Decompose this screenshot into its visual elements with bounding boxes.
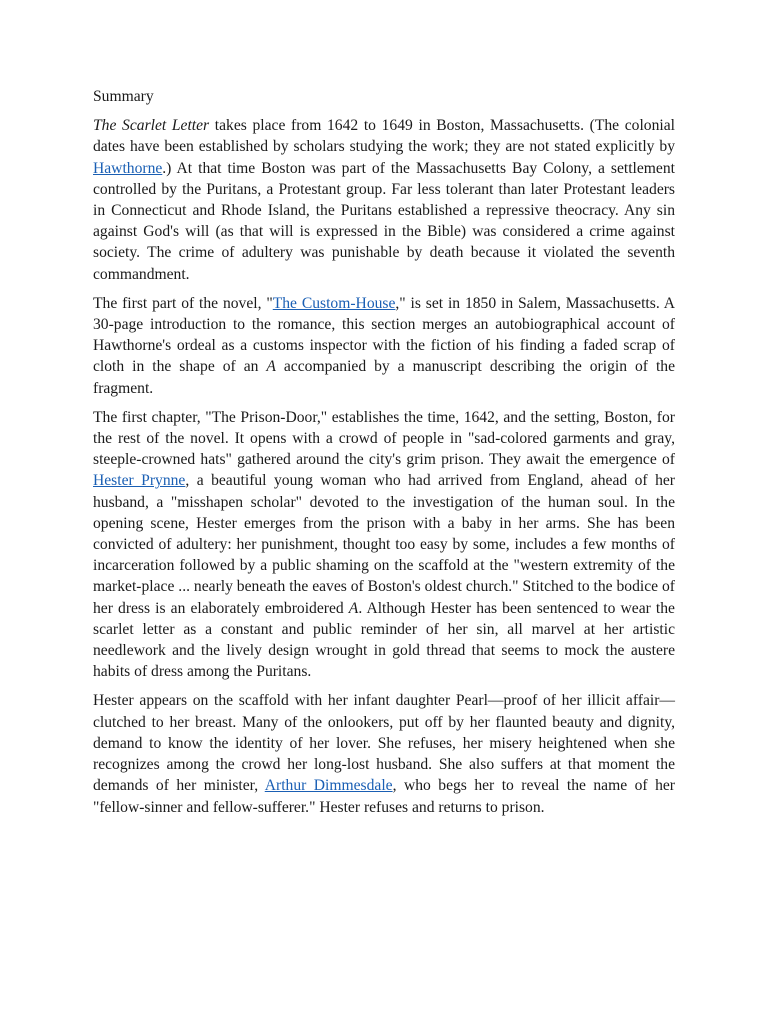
paragraph-text: .) At that time Boston was part of the Massachusetts Bay Colony, a settlement controlled by the Puritans, a Protestant group. Far less tolerant than later Protestant leaders in Connecticut and Rhode Island, the Puritans established a repressive theocracy. Any sin against God's will (as that will is expressed in the Bible) was considered a crime against society. The crime of adultery was punishable by death because it violated the seventh commandment.: [93, 159, 675, 283]
paragraph-text: ," is set in 1850 in Salem, Massachusetts. A 30-page introduction to the romance, this section merges an autobiographical account of Hawthorne's ordeal as a customs inspector with the fiction of his finding a faded scrap of cloth in the shape of an: [93, 294, 675, 376]
paragraph-text: , a beautiful young woman who had arrived from England, ahead of her husband, a "misshapen scholar" devoted to the investigation of the human soul. In the opening scene, Hester emerges from the prison with a baby in her arms. She has been convicted of adultery: her punishment, thought too easy by some, includes a few months of incarceration followed by a public shaming on the scaffold at the "western extremity of the market-place ... nearly beneath the eaves of Boston's oldest church." Stitched to the bodice of her dress is an elaborately embroidered: [93, 472, 675, 617]
paragraph-text: accompanied by a manuscript describing the origin of the fragment.: [93, 358, 675, 397]
paragraph-scaffold: [93, 690, 675, 817]
document-page: [93, 86, 675, 826]
letter-a: A: [348, 599, 359, 617]
letter-a: A: [266, 358, 276, 376]
paragraph-text: The first chapter, "The Prison-Door," establishes the time, 1642, and the setting, Boston, for the rest of the novel. It opens with a crowd of people in "sad-colored garments and gray, steeple-crowned hats" gathered around the city's grim prison. They await the emergence of: [93, 408, 675, 469]
link-custom-house[interactable]: The Custom-House: [272, 294, 396, 312]
novel-title: The Scarlet Letter: [93, 117, 210, 135]
paragraph-text: . Although Hester has been sentenced to wear the scarlet letter as a constant and public reminder of her sin, all marvel at her artistic needlework and the lively design wrought in gold thread that seems to mock the austere habits of dress among the Puritans.: [93, 599, 675, 681]
link-arthur-dimmesdale[interactable]: Arthur Dimmesdale: [264, 777, 393, 795]
link-hester-prynne[interactable]: Hester Prynne: [93, 472, 186, 490]
paragraph-text: , who begs her to reveal the name of her "fellow-sinner and fellow-sufferer." Hester refuses and returns to prison.: [93, 777, 675, 816]
summary-heading: Summary: [93, 88, 154, 105]
paragraph-setting: [93, 115, 675, 285]
paragraph-prison-door: [93, 407, 675, 683]
paragraph-text: Hester appears on the scaffold with her infant daughter Pearl—proof of her illicit affair—clutched to her breast. Many of the onlookers, put off by her flaunted beauty and dignity, demand to know the identity of her lover. She refuses, her misery heightened when she recognizes among the crowd her long-lost husband. She also suffers at that moment the demands of her minister,: [93, 692, 675, 795]
link-hawthorne[interactable]: Hawthorne: [93, 159, 163, 177]
paragraph-text: takes place from 1642 to 1649 in Boston, Massachusetts. (The colonial dates have been established by scholars studying the work; they are not stated explicitly by: [93, 117, 675, 156]
paragraph-text: The first part of the novel, ": [93, 294, 273, 312]
paragraph-custom-house: [93, 293, 675, 399]
